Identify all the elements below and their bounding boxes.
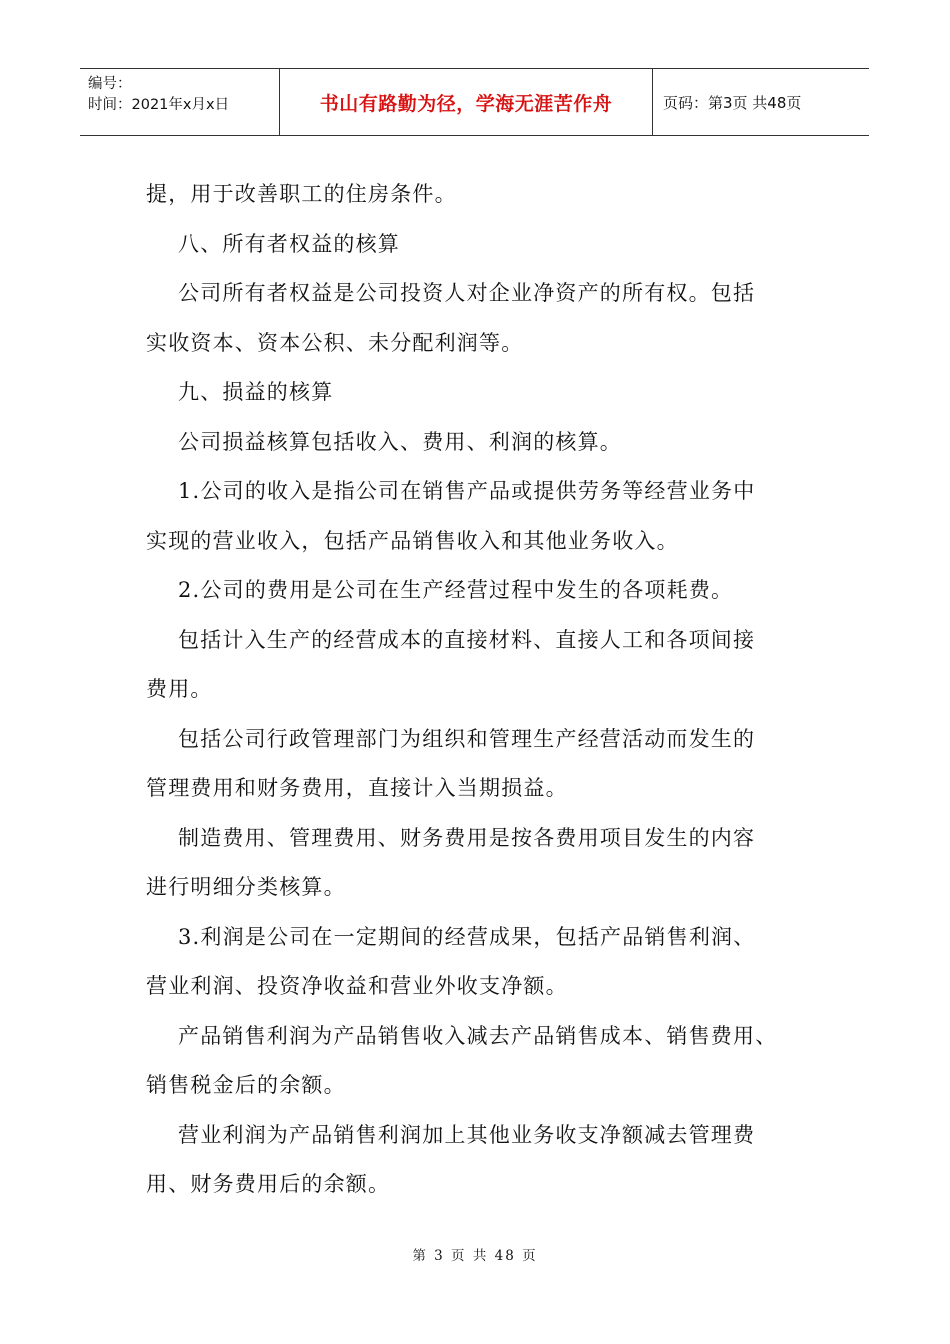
body-text-line: 包括计入生产的经营成本的直接材料、直接人工和各项间接 — [178, 627, 756, 652]
body-text-line: 销售税金后的余额。 — [146, 1073, 346, 1097]
header-meta — [80, 69, 280, 135]
body-text-line: 公司损益核算包括收入、费用、利润的核算。 — [178, 429, 622, 454]
body-text-line: 八、所有者权益的核算 — [178, 231, 400, 256]
body-text-line: 进行明细分类核算。 — [146, 875, 346, 899]
document-body — [146, 170, 814, 1210]
body-text-line: 包括公司行政管理部门为组织和管理生产经营活动而发生的 — [178, 726, 756, 751]
body-text-line: 2.公司的费用是公司在生产经营过程中发生的各项耗费。 — [178, 578, 734, 602]
document-time-label: 时间：2021年x月x日 — [88, 97, 230, 113]
header-page-number: 页码：第3页 共48页 — [663, 93, 802, 112]
body-text-line: 3.利润是公司在一定期间的经营成果，包括产品销售利润、 — [178, 924, 756, 949]
body-text-line: 费用。 — [146, 677, 213, 701]
body-text-line: 用、财务费用后的余额。 — [146, 1172, 391, 1196]
body-text-line: 1.公司的收入是指公司在销售产品或提供劳务等经营业务中 — [178, 479, 756, 503]
body-text-line: 产品销售利润为产品销售收入减去产品销售成本、销售费用、 — [178, 1023, 778, 1048]
body-text-line: 公司所有者权益是公司投资人对企业净资产的所有权。包括 — [178, 281, 756, 305]
body-text-line: 管理费用和财务费用，直接计入当期损益。 — [146, 776, 568, 800]
page-footer: 第 3 页 共 48 页 — [412, 1248, 538, 1264]
header-motto: 书山有路勤为径，学海无涯苦作舟 — [280, 69, 653, 135]
body-text-line: 九、损益的核算 — [178, 380, 334, 404]
document-number-label: 编号： — [88, 76, 132, 92]
body-text-line: 制造费用、管理费用、财务费用是按各费用项目发生的内容 — [178, 825, 756, 850]
body-text-line: 实现的营业收入，包括产品销售收入和其他业务收入。 — [146, 528, 679, 553]
page-header — [80, 68, 869, 136]
body-text-line: 提，用于改善职工的住房条件。 — [146, 182, 457, 206]
body-text-line: 营业利润为产品销售利润加上其他业务收支净额减去管理费 — [178, 1122, 756, 1147]
body-text-line: 营业利润、投资净收益和营业外收支净额。 — [146, 974, 568, 998]
body-text-line: 实收资本、资本公积、未分配利润等。 — [146, 330, 524, 355]
